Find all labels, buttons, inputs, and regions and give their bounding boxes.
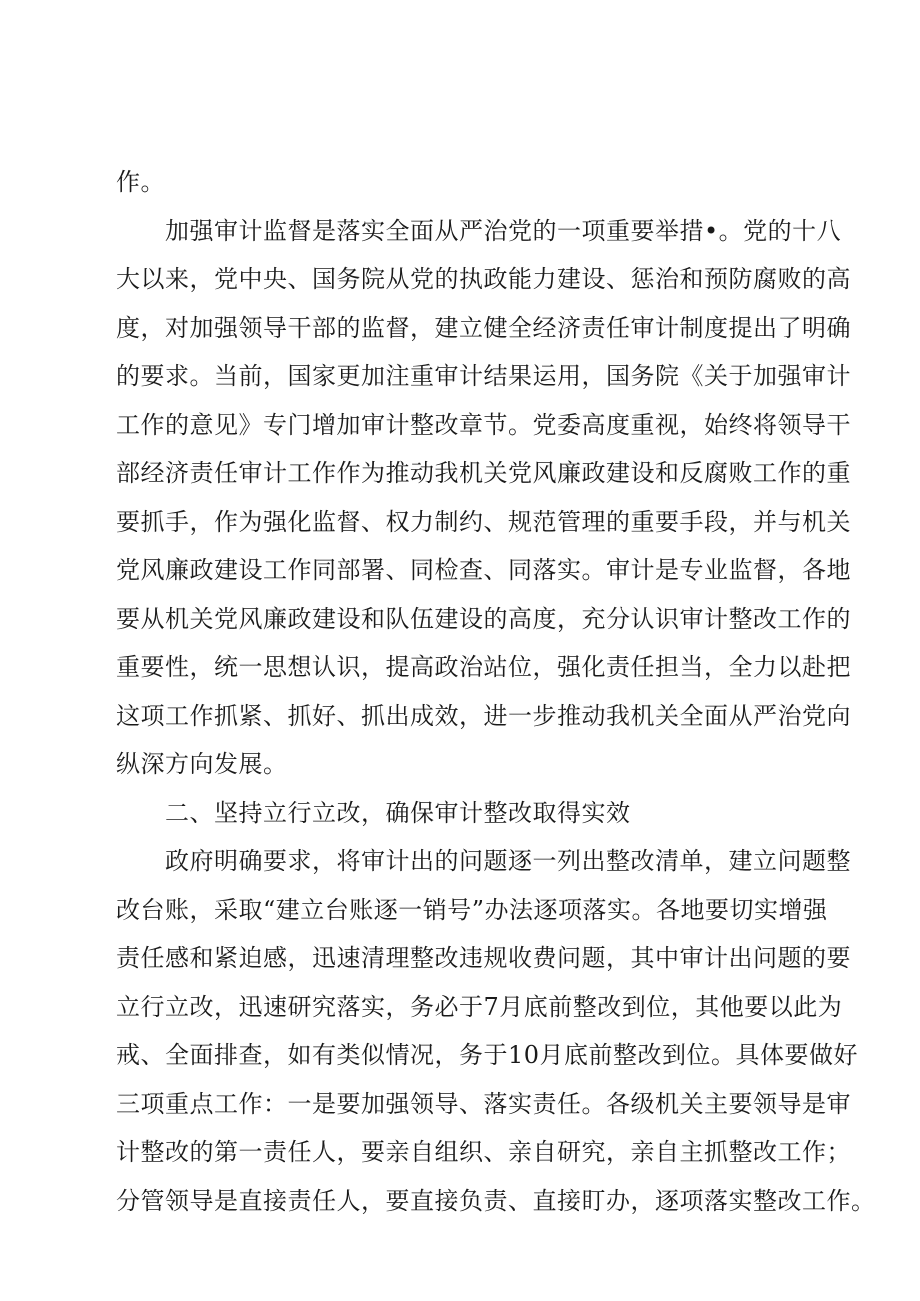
paragraph-line: 戒、全面排查，如有类似情况，务于10月底前整改到位。具体要做好 [116, 1041, 859, 1069]
paragraph-line: 三项重点工作：一是要加强领导、落实责任。各级机关主要领导是审 [116, 1089, 851, 1118]
paragraph-line: 大以来，党中央、国务院从党的执政能力建设、惩治和预防腐败的高 [116, 265, 851, 293]
paragraph-line: 纵深方向发展。 [116, 750, 288, 778]
document-body [116, 158, 876, 1225]
section-heading: 二、坚持立行立改，确保审计整改取得实效 [165, 798, 631, 827]
paragraph-line: 计整改的第一责任人，要亲自组织、亲自研究，亲自主抓整改工作； [116, 1138, 851, 1166]
paragraph-line: 改台账，采取“建立台账逐一销号”办法逐项落实。各地要切实增强 [116, 895, 828, 924]
paragraph-line: 立行立改，迅速研究落实，务必于7月底前整改到位，其他要以此为 [116, 992, 843, 1021]
paragraph-line: 分管领导是直接责任人，要直接负责、直接盯办，逐项落实整改工作。 [116, 1186, 876, 1215]
paragraph-line: 作。 [116, 168, 165, 196]
paragraph-line: 加强审计监督是落实全面从严治党的一项重要举措•。党的十八 [165, 216, 842, 245]
paragraph-line: 工作的意见》专门增加审计整改章节。党委高度重视，始终将领导干 [116, 410, 851, 439]
paragraph-line: 重要性，统一思想认识，提高政治站位，强化责任担当，全力以赴把 [116, 653, 851, 681]
paragraph-line: 要抓手，作为强化监督、权力制约、规范管理的重要手段，并与机关 [116, 507, 851, 536]
paragraph-line: 要从机关党风廉政建设和队伍建设的高度，充分认识审计整改工作的 [116, 604, 851, 633]
paragraph-line: 度，对加强领导干部的监督，建立健全经济责任审计制度提出了明确 [116, 313, 851, 342]
paragraph-line: 责任感和紧迫感，迅速清理整改违规收费问题，其中审计出问题的要 [116, 944, 851, 972]
paragraph-line: 的要求。当前，国家更加注重审计结果运用，国务院《关于加强审计 [116, 362, 851, 390]
paragraph-line: 党风廉政建设工作同部署、同检查、同落实。审计是专业监督，各地 [116, 556, 851, 584]
paragraph-line: 政府明确要求，将审计出的问题逐一列出整改清单，建立问题整 [165, 847, 851, 875]
paragraph-line: 部经济责任审计工作作为推动我机关党风廉政建设和反腐败工作的重 [116, 459, 851, 487]
paragraph-line: 这项工作抓紧、抓好、抓出成效，进一步推动我机关全面从严治党向 [116, 701, 851, 730]
